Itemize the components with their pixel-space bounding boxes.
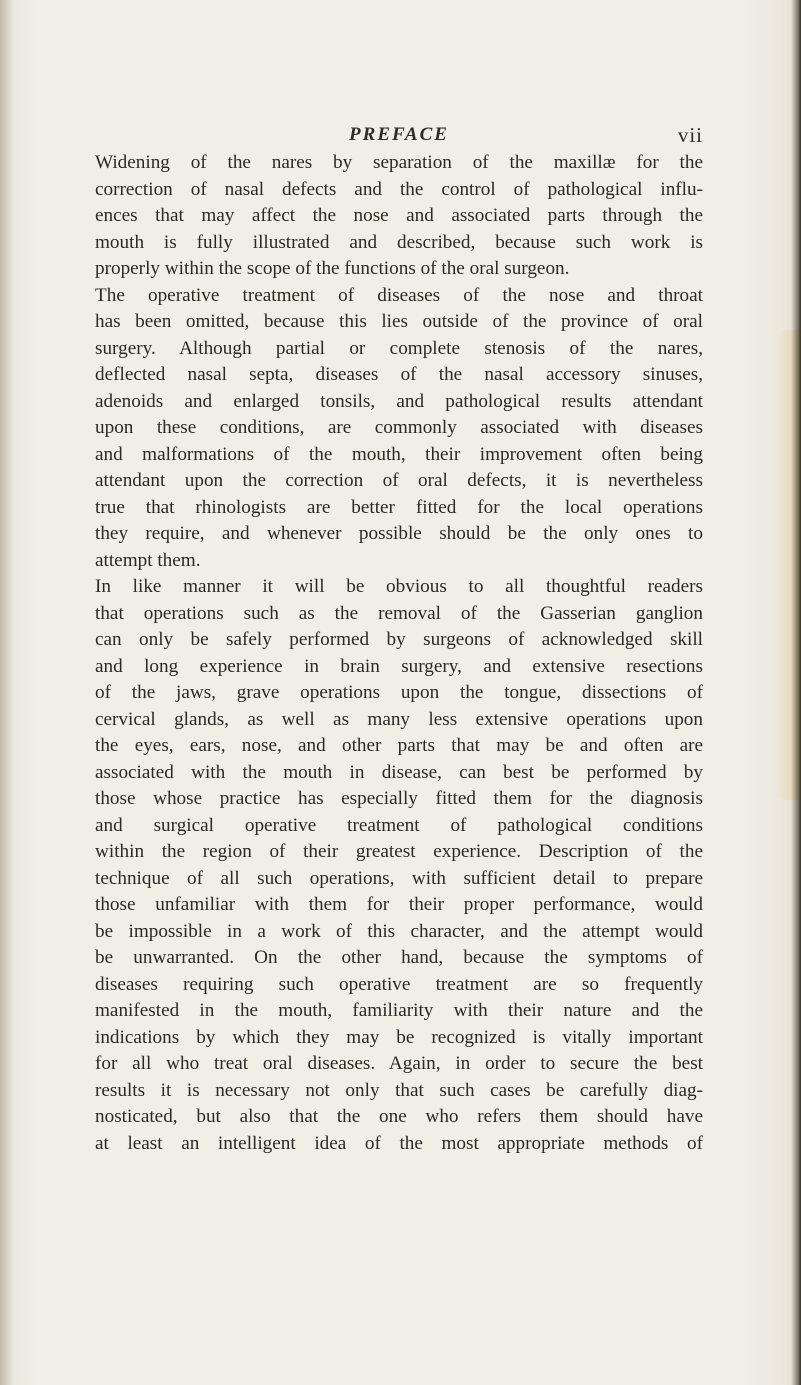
- spine-shadow: [0, 0, 14, 1385]
- text-line: nosticated, but also that the one who refers them should have: [95, 1106, 703, 1127]
- text-line: mouth is fully illustrated and described, because such work is: [95, 231, 703, 253]
- text-line: those whose practice has especially fitted them for the diagnosis: [95, 788, 703, 809]
- page-edge: [791, 0, 801, 1385]
- text-line: surgery. Although partial or complete stenosis of the nares,: [95, 337, 703, 359]
- text-line: those unfamiliar with them for their proper performance, would: [95, 894, 703, 915]
- text-line: and malformations of the mouth, their improvement often being: [95, 443, 703, 465]
- text-line: and long experience in brain surgery, and extensive resections: [95, 655, 703, 677]
- text-line: at least an intelligent idea of the most appropriate methods of: [95, 1132, 703, 1154]
- text-line: that operations such as the removal of the Gasserian ganglion: [95, 602, 703, 624]
- text-line: technique of all such operations, with sufficient detail to prepare: [95, 867, 703, 889]
- text-line: of the jaws, grave operations upon the tongue, dissections of: [95, 682, 703, 703]
- text-line: for all who treat oral diseases. Again, in order to secure the best: [95, 1053, 703, 1074]
- text-line: can only be safely performed by surgeons of acknowledged skill: [95, 629, 703, 650]
- text-line: upon these conditions, are commonly associated with diseases: [95, 417, 703, 438]
- text-line: be unwarranted. On the other hand, because the symptoms of: [95, 947, 703, 968]
- text-line: be impossible in a work of this character, and the attempt would: [95, 920, 703, 942]
- text-line: results it is necessary not only that such cases be carefully diag-: [95, 1079, 703, 1101]
- page-number: vii: [677, 123, 703, 147]
- text-line: indications by which they may be recognized is vitally important: [95, 1026, 703, 1048]
- text-line: has been omitted, because this lies outside of the province of oral: [95, 311, 703, 332]
- preface-body: [95, 150, 703, 1157]
- text-line: The operative treatment of diseases of the nose and throat: [95, 284, 703, 306]
- text-line: cervical glands, as well as many less extensive operations upon: [95, 708, 703, 730]
- text-line: ences that may affect the nose and associated parts through the: [95, 205, 703, 226]
- text-line: attempt them.: [95, 549, 201, 571]
- text-line: manifested in the mouth, familiarity with their nature and the: [95, 1000, 703, 1021]
- text-line: Widening of the nares by separation of the maxillæ for the: [95, 152, 703, 173]
- running-title: PREFACE: [349, 124, 449, 145]
- text-line: they require, and whenever possible should be the only ones to: [95, 523, 703, 544]
- text-line: adenoids and enlarged tonsils, and pathological results attendant: [95, 390, 703, 412]
- text-line: attendant upon the correction of oral defects, it is nevertheless: [95, 470, 703, 491]
- text-line: deflected nasal septa, diseases of the nasal accessory sinuses,: [95, 364, 703, 385]
- text-line: and surgical operative treatment of pathological conditions: [95, 814, 703, 836]
- text-line: the eyes, ears, nose, and other parts that may be and often are: [95, 735, 703, 756]
- text-line: true that rhinologists are better fitted for the local operations: [95, 496, 703, 518]
- text-line: associated with the mouth in disease, can best be performed by: [95, 761, 703, 783]
- text-line: properly within the scope of the functions of the oral surgeon.: [95, 258, 570, 279]
- text-line: correction of nasal defects and the control of pathological influ-: [95, 178, 703, 200]
- text-line: diseases requiring such operative treatment are so frequently: [95, 973, 703, 995]
- text-line: In like manner it will be obvious to all thoughtful readers: [95, 576, 703, 597]
- text-line: within the region of their greatest experience. Description of the: [95, 841, 703, 862]
- running-header: [95, 120, 703, 150]
